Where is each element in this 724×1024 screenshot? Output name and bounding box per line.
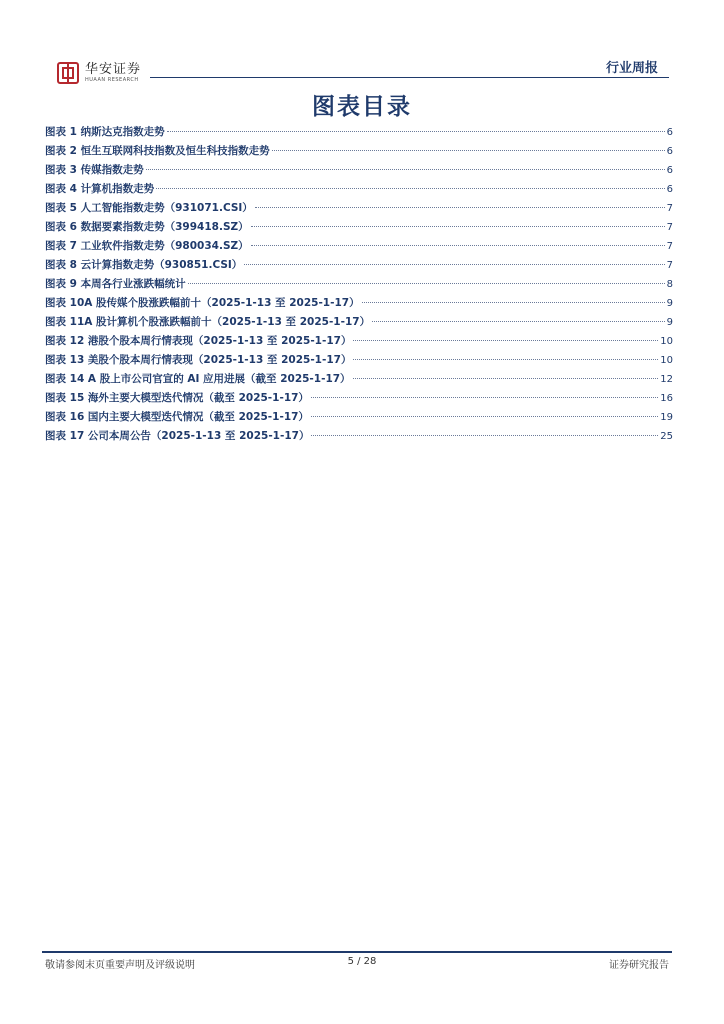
toc-leader-dots bbox=[362, 302, 665, 303]
toc-leader-dots bbox=[146, 169, 665, 170]
toc-entry[interactable] bbox=[45, 181, 673, 200]
toc-leader-dots bbox=[251, 245, 665, 246]
toc-leader-dots bbox=[353, 378, 659, 379]
company-logo bbox=[57, 62, 141, 84]
logo-english-name: HUAAN RESEARCH bbox=[85, 77, 139, 83]
toc-leader-dots bbox=[167, 131, 665, 132]
toc-entry-label[interactable]: 图表 7 工业软件指数走势（980034.SZ） bbox=[45, 240, 249, 252]
toc-leader-dots bbox=[272, 150, 665, 151]
toc-entry-page[interactable]: 12 bbox=[660, 374, 673, 385]
toc-entry[interactable] bbox=[45, 352, 673, 371]
toc-entry[interactable] bbox=[45, 390, 673, 409]
toc-entry-page[interactable]: 6 bbox=[666, 165, 673, 176]
toc-title: 图表目录 bbox=[312, 94, 412, 120]
toc-entry[interactable] bbox=[45, 333, 673, 352]
toc-entry[interactable] bbox=[45, 200, 673, 219]
footer-doc-type: 证券研究报告 bbox=[609, 960, 669, 971]
toc-entry-page[interactable]: 10 bbox=[660, 355, 673, 366]
toc-entry[interactable] bbox=[45, 238, 673, 257]
toc-leader-dots bbox=[353, 359, 658, 360]
toc-entry-page[interactable]: 8 bbox=[666, 279, 673, 290]
toc-entry[interactable] bbox=[45, 295, 673, 314]
toc-leader-dots bbox=[372, 321, 665, 322]
toc-entry[interactable] bbox=[45, 371, 673, 390]
toc-leader-dots bbox=[255, 207, 665, 208]
header-divider bbox=[150, 77, 669, 78]
toc-entry-label[interactable]: 图表 4 计算机指数走势 bbox=[45, 183, 155, 195]
toc-entry[interactable] bbox=[45, 314, 673, 333]
toc-entry[interactable] bbox=[45, 257, 673, 276]
toc-entry-label[interactable]: 图表 10A 股传媒个股涨跌幅前十（2025-1-13 至 2025-1-17） bbox=[45, 297, 360, 309]
toc-entry[interactable] bbox=[45, 276, 673, 295]
toc-entry[interactable] bbox=[45, 428, 673, 447]
toc-entry[interactable] bbox=[45, 124, 673, 143]
toc-leader-dots bbox=[311, 397, 658, 398]
toc-entry-page[interactable]: 7 bbox=[666, 222, 673, 233]
toc-leader-dots bbox=[251, 226, 665, 227]
toc-leader-dots bbox=[244, 264, 664, 265]
toc-list bbox=[45, 124, 673, 447]
toc-entry-page[interactable]: 10 bbox=[660, 336, 673, 347]
toc-entry-label[interactable]: 图表 17 公司本周公告（2025-1-13 至 2025-1-17） bbox=[45, 430, 310, 442]
toc-entry-label[interactable]: 图表 12 港股个股本周行情表现（2025-1-13 至 2025-1-17） bbox=[45, 335, 352, 347]
toc-entry-label[interactable]: 图表 9 本周各行业涨跌幅统计 bbox=[45, 278, 186, 290]
toc-entry-label[interactable]: 图表 5 人工智能指数走势（931071.CSI） bbox=[45, 202, 253, 214]
toc-entry-page[interactable]: 6 bbox=[666, 146, 673, 157]
toc-entry-label[interactable]: 图表 11A 股计算机个股涨跌幅前十（2025-1-13 至 2025-1-17） bbox=[45, 316, 371, 328]
toc-entry[interactable] bbox=[45, 143, 673, 162]
toc-entry-label[interactable]: 图表 13 美股个股本周行情表现（2025-1-13 至 2025-1-17） bbox=[45, 354, 352, 366]
toc-entry[interactable] bbox=[45, 219, 673, 238]
logo-seal-icon bbox=[57, 62, 79, 84]
toc-entry-label[interactable]: 图表 1 纳斯达克指数走势 bbox=[45, 126, 165, 138]
toc-leader-dots bbox=[353, 340, 658, 341]
toc-entry[interactable] bbox=[45, 162, 673, 181]
footer-page-number: 5 / 28 bbox=[347, 956, 377, 967]
toc-entry-label[interactable]: 图表 2 恒生互联网科技指数及恒生科技指数走势 bbox=[45, 145, 270, 157]
toc-leader-dots bbox=[156, 188, 665, 189]
toc-entry-label[interactable]: 图表 14 A 股上市公司官宣的 AI 应用进展（截至 2025-1-17） bbox=[45, 373, 351, 385]
toc-entry-page[interactable]: 6 bbox=[666, 127, 673, 138]
toc-entry-page[interactable]: 6 bbox=[666, 184, 673, 195]
toc-entry-label[interactable]: 图表 15 海外主要大模型迭代情况（截至 2025-1-17） bbox=[45, 392, 309, 404]
toc-entry-page[interactable]: 7 bbox=[666, 260, 673, 271]
toc-leader-dots bbox=[311, 416, 658, 417]
toc-entry-page[interactable]: 19 bbox=[660, 412, 673, 423]
toc-entry-page[interactable]: 7 bbox=[666, 241, 673, 252]
footer-divider bbox=[42, 951, 672, 953]
toc-entry-label[interactable]: 图表 8 云计算指数走势（930851.CSI） bbox=[45, 259, 243, 271]
toc-entry-label[interactable]: 图表 3 传媒指数走势 bbox=[45, 164, 144, 176]
toc-entry-page[interactable]: 9 bbox=[666, 298, 673, 309]
toc-entry-page[interactable]: 25 bbox=[660, 431, 673, 442]
toc-entry-page[interactable]: 9 bbox=[666, 317, 673, 328]
report-type-label: 行业周报 bbox=[605, 61, 658, 76]
toc-entry-page[interactable]: 7 bbox=[666, 203, 673, 214]
toc-entry-page[interactable]: 16 bbox=[660, 393, 673, 404]
toc-leader-dots bbox=[188, 283, 665, 284]
toc-leader-dots bbox=[311, 435, 658, 436]
logo-text bbox=[85, 63, 141, 83]
logo-chinese-name: 华安证券 bbox=[85, 62, 142, 77]
toc-entry-label[interactable]: 图表 6 数据要素指数走势（399418.SZ） bbox=[45, 221, 249, 233]
footer-disclaimer: 敬请参阅末页重要声明及评级说明 bbox=[45, 960, 195, 971]
toc-entry[interactable] bbox=[45, 409, 673, 428]
toc-entry-label[interactable]: 图表 16 国内主要大模型迭代情况（截至 2025-1-17） bbox=[45, 411, 309, 423]
